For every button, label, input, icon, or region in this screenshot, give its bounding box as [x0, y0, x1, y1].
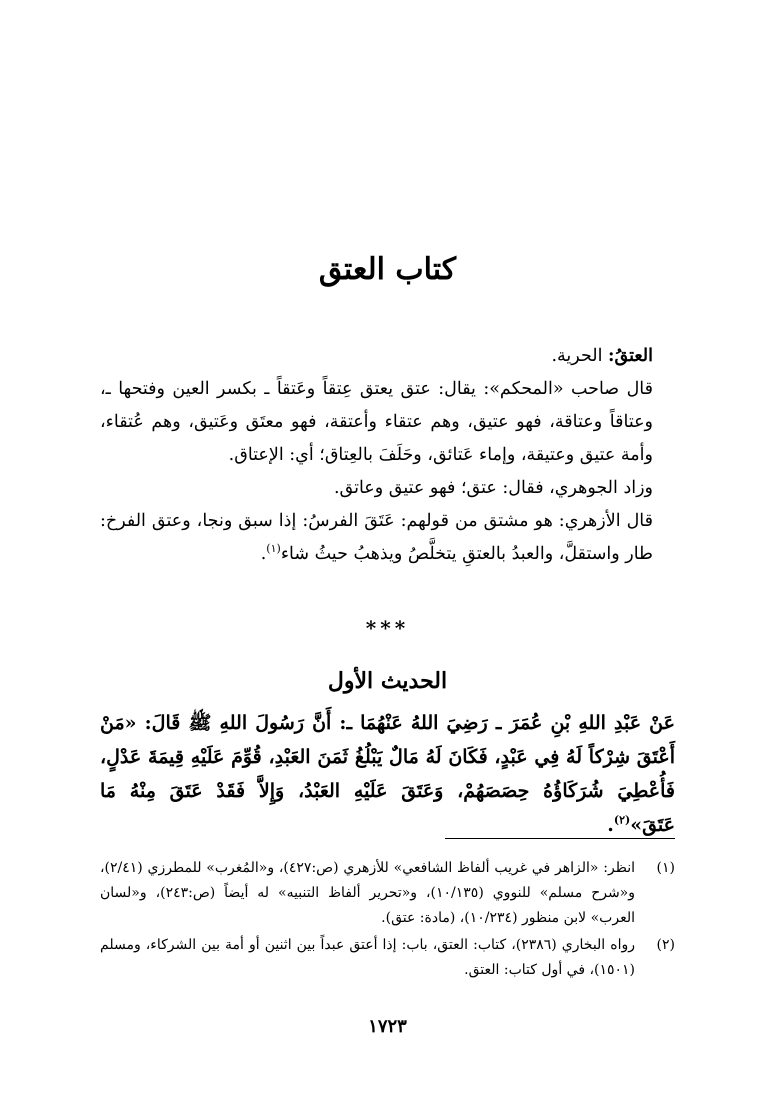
footnote-ref-2: (٢): [613, 813, 631, 827]
hadith-text: [100, 706, 675, 842]
hadith-title: الحديث الأول: [327, 668, 448, 694]
footnote: [100, 856, 675, 931]
footnote-number: (١): [656, 860, 675, 876]
footnote-divider: [445, 838, 675, 839]
footnote-text: رواه البخاري (٢٣٨٦)، كتاب: العتق، باب: إذا أعتق عبداً بين اثنين أو أمة بين الشركاء، ومسلم (١٥٠١)، في أول كتاب: العتق.: [100, 937, 635, 978]
intro-paragraph-4-end: .: [260, 544, 267, 564]
footnote-text: انظر: «الزاهر في غريب ألفاظ الشافعي» للأزهري (ص:٤٢٧)، و«المُغرب» للمطرزي (٢/٤١)، و«شرح مسلم» للنووي (١٠/١٣٥)، و«تحرير ألفاظ التنبيه» له أيضاً (ص:٢٤٣)، و«لسان العرب» لابن منظور (١٠/٢٣٤)، (مادة: عتق).: [100, 860, 636, 926]
footnote: [100, 933, 675, 983]
footnotes: [100, 856, 675, 985]
intro-paragraph-2: قال صاحب «المحكم»: يقال: عتق يعتق عِتقاً وعَتقاً ـ بكسر العين وفتحها ـ، وعتاقاً وعتاقة، فهو عتيق، وهم عتقاء وأعتقة، فهو معتَق وعَتيق، وهم عُتقاء، وأمة عتيق وعتيقة، وإماء عَتائق، وحَلَفَ بالعِتاق؛ أي: الإعتاق.: [100, 379, 653, 465]
intro-paragraph-1: [100, 340, 675, 373]
intro-paragraph-4: [100, 505, 675, 571]
intro-definition: الحرية.: [551, 346, 609, 366]
footnote-number: (٢): [656, 937, 675, 953]
footnote-ref-1: (١): [266, 542, 281, 556]
book-title: كتاب العتق: [318, 252, 457, 287]
intro-paragraph-3: وزاد الجوهري، فقال: عتق؛ فهو عتيق وعاتق.: [333, 478, 653, 498]
page-number: ١٧٢٣: [368, 1016, 407, 1037]
intro-section: [100, 340, 675, 571]
intro-term: العتقُ:: [608, 346, 653, 366]
hadith-body: عَنْ عَبْدِ اللهِ بْنِ عُمَرَ ـ رَضِيَ اللهُ عَنْهُمَا ـ: أَنَّ رَسُولَ اللهِ ﷺ قَالَ: «مَنْ أَعْتَقَ شِرْكاً لَهُ فِي عَبْدٍ، فَكَانَ لَهُ مَالٌ يَبْلُغُ ثَمَنَ العَبْدِ، قُوِّمَ عَلَيْهِ قِيمَةَ عَدْلٍ، فَأُعْطِيَ شُرَكَاؤُهُ حِصَصَهُمْ، وَعَتَقَ عَلَيْهِ العَبْدُ، وَإِلاَّ فَقَدْ عَتَقَ مِنْهُ مَا عَتَقَ»: [100, 712, 675, 836]
section-separator: ***: [365, 616, 410, 640]
hadith-end: .: [607, 814, 614, 836]
intro-paragraph-4-text: قال الأزهري: هو مشتق من قولهم: عَتَقَ الفرسُ: إذا سبق ونجا، وعتق الفرخ: طار واستقلَّ، والعبدُ بالعتقِ يتخلَّصُ ويذهبُ حيثُ شاء: [100, 511, 653, 564]
